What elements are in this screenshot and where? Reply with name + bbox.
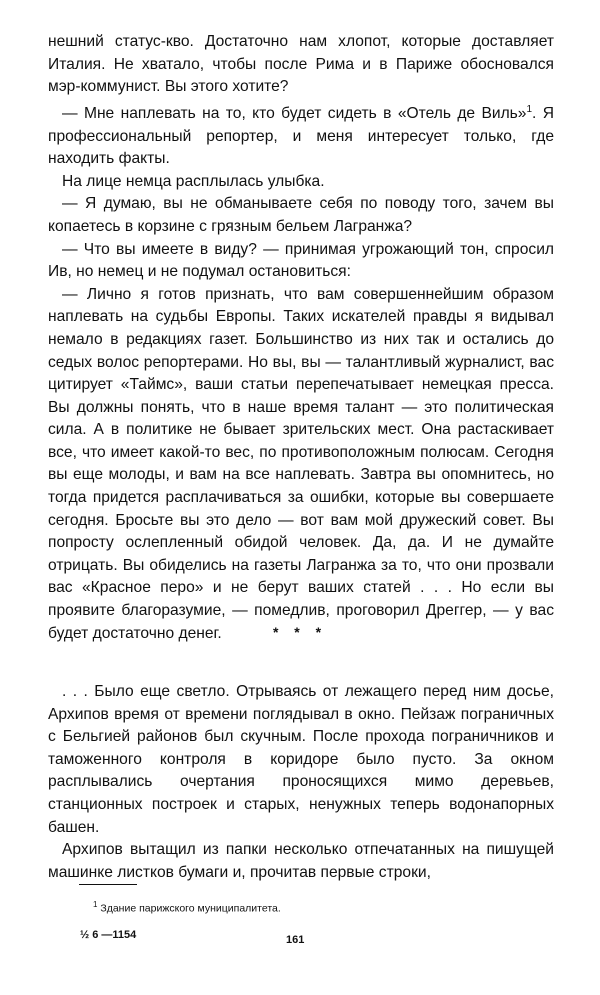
paragraph [48,99,554,171]
paragraph-text: — Мне наплевать на то, кто будет сидеть в «Отель де Виль» [62,104,527,122]
paragraph: . . . Было еще светло. Отрываясь от лежащего перед ним досье, Архипов время от времени поглядывал в окно. Пейзаж пограничных с Бельгией районов был скучным. После прохода пограничников и таможенного контроля в коридоре было пусто. За окном расплывались очертания проносящихся мимо деревьев, станционных построек и старых, ненужных теперь водонапорных башен. [48,683,554,836]
paragraph: нешний статус-кво. Достаточно нам хлопот, которые доставляет Италия. Не хватало, чтобы после Рима и в Париже обосновался мэр-коммунист. Вы этого хотите? [48,33,554,96]
paragraph-text: . Я профессиональный репортер, и меня интересует только, где находить факты. [48,104,554,168]
paragraph: — Что вы имеете в виду? — принимая угрожающий тон, спросил Ив, но немец и не подумал остановиться: [48,240,554,281]
paragraph: На лице немца расплылась улыбка. [62,172,325,190]
page-number: 161 [286,934,305,946]
text-block-narrative [48,681,554,884]
printer-signature: ½ 6 —1154 [80,929,137,941]
paragraph: Архипов вытащил из папки несколько отпечатанных на пишущей машинке листков бумаги и, прочитав первые строки, [48,841,554,881]
section-separator: * * * [272,624,328,640]
footnote-marker: 1 [93,900,98,909]
footnote [93,898,281,916]
text-block-dialogue [48,31,554,645]
paragraph: — Я думаю, вы не обманываете себя по поводу того, зачем вы копаетесь в корзине с грязным бельем Лагранжа? [48,195,554,235]
footnote-marker: 1 [526,103,533,115]
footnote-text: Здание парижского муниципалитета. [100,902,281,915]
paragraph: — Лично я готов признать, что вам совершеннейшим образом наплевать на судьбы Европы. Таких искателей правды я видывал немало в редакциях газет. Большинство из них так и остались до седых волос репортерами. Но вы, вы — талантливый журналист, вас цитирует «Таймс», ваши статьи перепечатывает немецкая пресса. Вы должны понять, что в наше время талант — это политическая сила. А в политике не бывает зрительских мест. Она растаскивает все, что имеет какой-то вес, по противоположным полюсам. Сегодня вы еще молоды, и вам на все наплевать. Завтра вы опомнитесь, но тогда придется расплачиваться за ошибки, которые вы совершаете сегодня. Бросьте вы это дело — вот вам мой дружеский совет. Вы попросту ослепленный обидой человек. Да, да. И не думайте отрицать. Вы обиделись на газеты Лагранжа за то, что они прозвали вас «Красное перо» и не берут ваших статей . . . Но если вы проявите благоразумие, — помедлив, проговорил Дреггер, — у вас будет достаточно денег. [48,285,554,642]
footnote-rule [79,884,137,885]
